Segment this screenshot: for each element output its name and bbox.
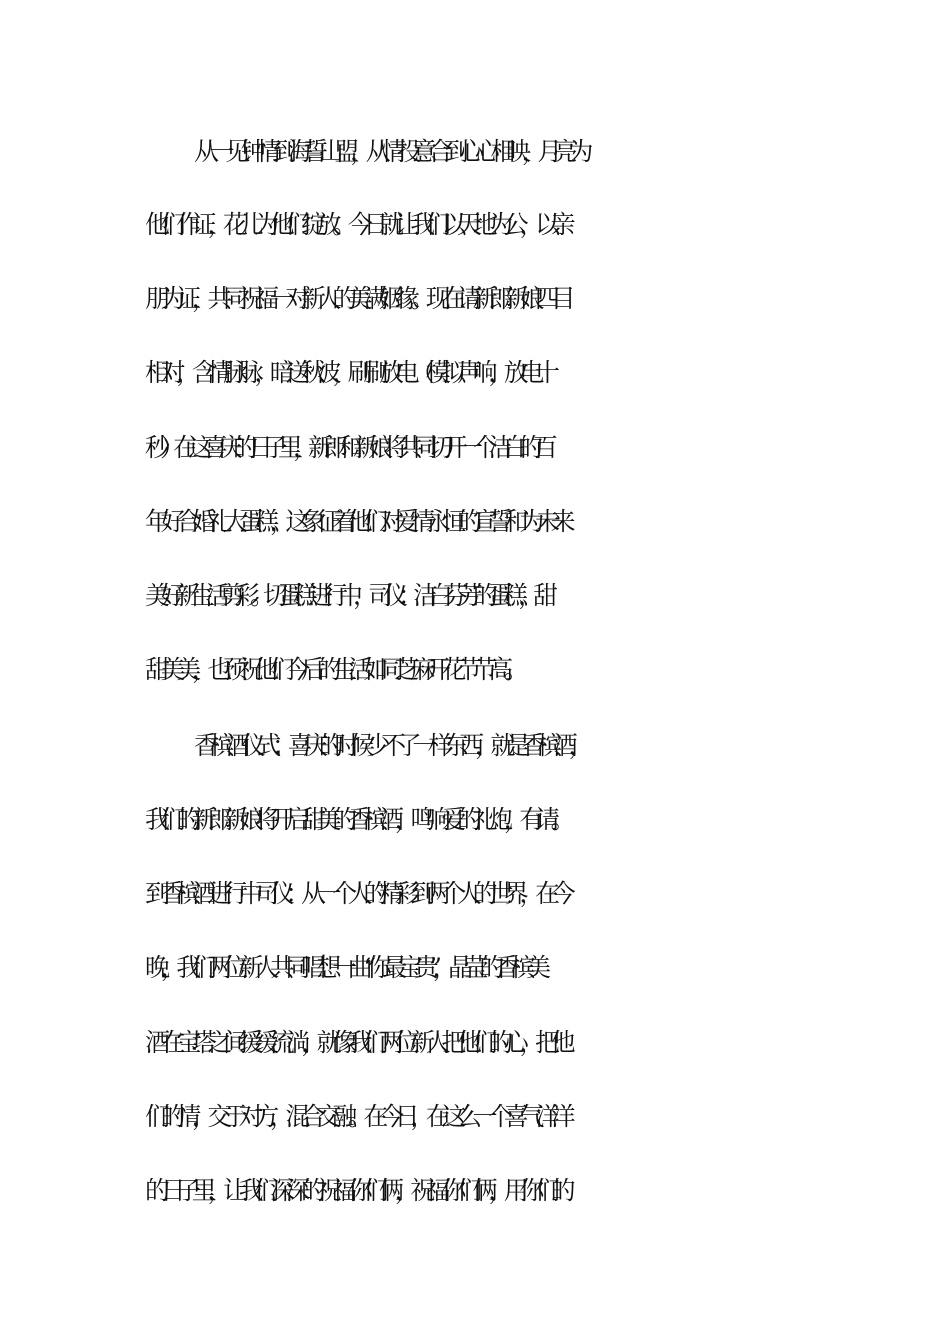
paragraph-1-line-6: 年好合婚礼大蛋糕，这象征着他们对爱情永恒的宣誓和为未来 bbox=[145, 507, 567, 536]
paragraph-2-line-4: 晚，我们两位新人共同唱想一曲“你最宝贵”，晶莹的香槟美 bbox=[145, 953, 542, 982]
paragraph-1-line-3: 朋为证，共同祝福一对新人的美满姻缘。现在请新郎新娘四目 bbox=[145, 284, 567, 313]
paragraph-2-line-2: 我们的新郎新娘将开启甜美的香槟酒，鸣响爱的礼炮，有请。 bbox=[145, 805, 567, 834]
paragraph-1-line-2: 他们作证，花儿为他们绽放。今日就让我们以天地为公，以亲 bbox=[145, 210, 567, 239]
paragraph-1-line-1: 从一见钟情到海誓山盟，从情投意合到心心相映，月亮为 bbox=[194, 137, 585, 166]
paragraph-2-line-6: 们的情，交于对方，混合交融。在今日，在这么一个喜气洋洋 bbox=[145, 1102, 567, 1131]
paragraph-1-line-7: 美好新生活剪彩。 切蛋糕进行中，司仪：洁白芬芳的蛋糕，甜 bbox=[145, 581, 548, 610]
paragraph-2-line-3: 到香槟酒进行中司仪：从一个人的精彩到两个人的世界，在今 bbox=[145, 879, 567, 908]
paragraph-1-line-8: 甜美美，也预祝他们今后的生活如同芝麻开花节节高。 bbox=[145, 655, 520, 684]
paragraph-2-line-5: 酒在宝塔之间缓缓流淌，就像我们两位新人把他们的心，把他 bbox=[145, 1028, 567, 1057]
paragraph-1-line-5: 秒） 在这喜庆的日子里，新郎和新娘将共同切开一个洁白的百 bbox=[145, 433, 548, 462]
paragraph-2-line-1: 香槟酒仪式：喜庆的时候少不了一样东西，就是香槟酒， bbox=[194, 731, 585, 760]
paragraph-2-line-7: 的日子里，让我们深深的祝福你们俩，祝福你们俩，用你们的 bbox=[145, 1176, 567, 1205]
paragraph-1-line-4: 相对，含情脉脉，暗送秋波，刷刷放电（模拟声响，放电十 bbox=[145, 358, 551, 387]
